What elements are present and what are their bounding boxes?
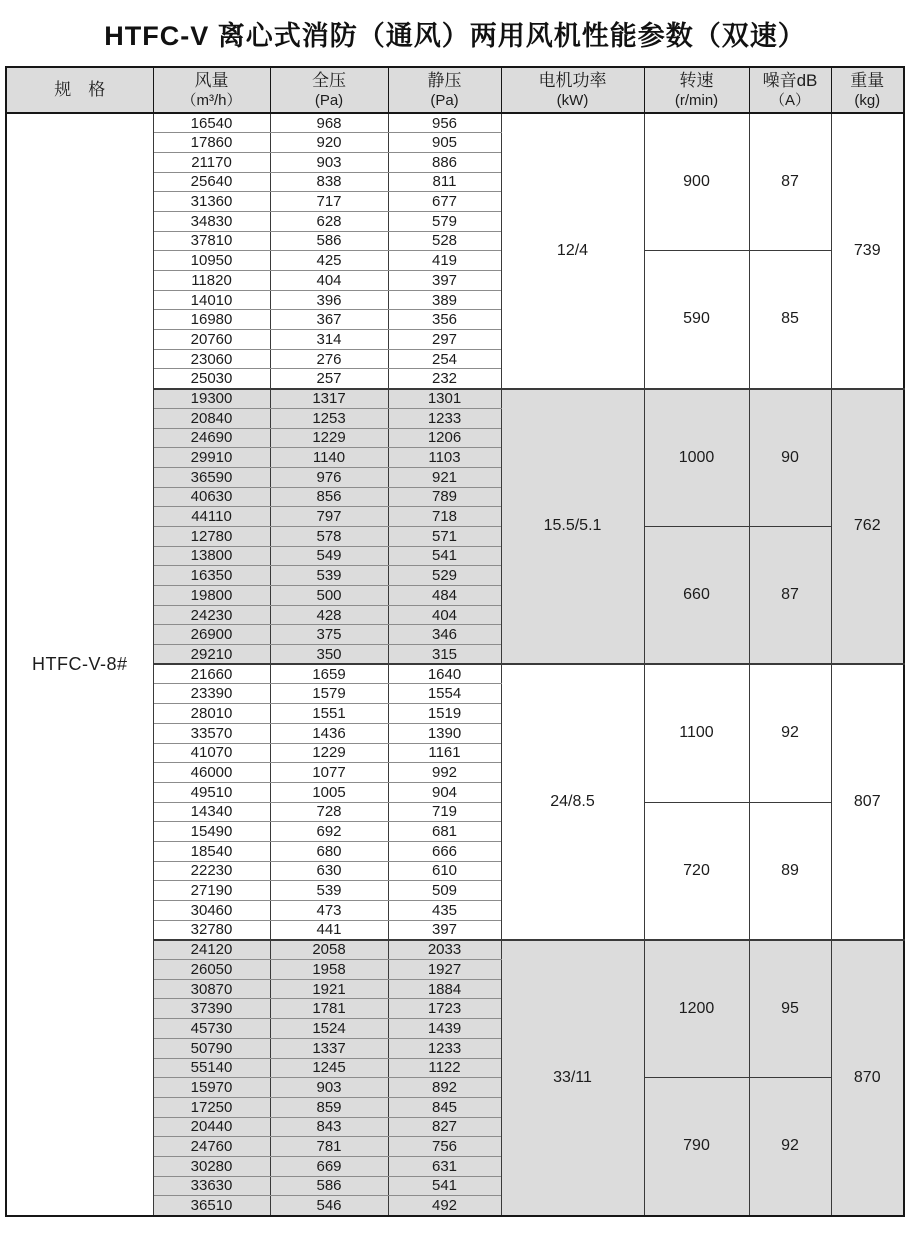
static-pressure-cell: 315: [388, 645, 501, 665]
weight-cell: 807: [831, 664, 904, 940]
total-pressure-cell: 396: [270, 290, 388, 310]
airflow-cell: 33570: [153, 723, 270, 743]
airflow-cell: 16540: [153, 113, 270, 133]
motor-power-cell: 15.5/5.1: [501, 389, 644, 665]
col-header-weight-label: 重量: [850, 71, 885, 91]
total-pressure-cell: 1253: [270, 408, 388, 428]
static-pressure-cell: 905: [388, 133, 501, 153]
table-header: [6, 67, 904, 113]
col-header-noise: [749, 67, 831, 113]
airflow-cell: 41070: [153, 743, 270, 763]
total-pressure-cell: 1781: [270, 999, 388, 1019]
performance-table: [5, 66, 905, 1217]
static-pressure-cell: 404: [388, 605, 501, 625]
static-pressure-cell: 1390: [388, 723, 501, 743]
page-title: HTFC-V 离心式消防（通风）两用风机性能参数（双速）: [104, 21, 806, 51]
airflow-cell: 31360: [153, 192, 270, 212]
static-pressure-cell: 1301: [388, 389, 501, 409]
airflow-cell: 50790: [153, 1038, 270, 1058]
total-pressure-cell: 1579: [270, 684, 388, 704]
total-pressure-cell: 630: [270, 861, 388, 881]
total-pressure-cell: 539: [270, 566, 388, 586]
total-pressure-cell: 404: [270, 271, 388, 291]
airflow-cell: 13800: [153, 546, 270, 566]
total-pressure-cell: 1551: [270, 704, 388, 724]
total-pressure-cell: 2058: [270, 940, 388, 960]
static-pressure-cell: 1161: [388, 743, 501, 763]
airflow-cell: 34830: [153, 211, 270, 231]
noise-cell: 87: [749, 526, 831, 664]
airflow-cell: 23060: [153, 349, 270, 369]
total-pressure-cell: 1337: [270, 1038, 388, 1058]
total-pressure-cell: 1229: [270, 428, 388, 448]
airflow-cell: 30870: [153, 979, 270, 999]
static-pressure-cell: 435: [388, 901, 501, 921]
col-header-spec-label: 规 格: [54, 80, 106, 100]
static-pressure-cell: 1103: [388, 448, 501, 468]
airflow-cell: 24120: [153, 940, 270, 960]
total-pressure-cell: 367: [270, 310, 388, 330]
noise-cell: 85: [749, 251, 831, 389]
airflow-cell: 29910: [153, 448, 270, 468]
total-pressure-cell: 692: [270, 822, 388, 842]
airflow-cell: 45730: [153, 1019, 270, 1039]
col-header-static-pressure-label: 静压: [427, 71, 462, 91]
col-header-static-pressure-unit: (Pa): [430, 91, 459, 109]
airflow-cell: 30460: [153, 901, 270, 921]
total-pressure-cell: 680: [270, 841, 388, 861]
airflow-cell: 17860: [153, 133, 270, 153]
total-pressure-cell: 717: [270, 192, 388, 212]
speed-cell: 1200: [644, 940, 749, 1078]
airflow-cell: 19300: [153, 389, 270, 409]
airflow-cell: 21170: [153, 152, 270, 172]
airflow-cell: 21660: [153, 664, 270, 684]
noise-cell: 89: [749, 802, 831, 940]
total-pressure-cell: 1077: [270, 763, 388, 783]
airflow-cell: 20440: [153, 1117, 270, 1137]
col-header-motor-power: [501, 67, 644, 113]
static-pressure-cell: 1723: [388, 999, 501, 1019]
total-pressure-cell: 1524: [270, 1019, 388, 1039]
airflow-cell: 55140: [153, 1058, 270, 1078]
total-pressure-cell: 628: [270, 211, 388, 231]
static-pressure-cell: 886: [388, 152, 501, 172]
total-pressure-cell: 968: [270, 113, 388, 133]
total-pressure-cell: 838: [270, 172, 388, 192]
total-pressure-cell: 856: [270, 487, 388, 507]
static-pressure-cell: 631: [388, 1156, 501, 1176]
motor-power-cell: 33/11: [501, 940, 644, 1216]
static-pressure-cell: 756: [388, 1137, 501, 1157]
col-header-motor-power-unit: (kW): [556, 91, 589, 109]
static-pressure-cell: 356: [388, 310, 501, 330]
weight-cell: 762: [831, 389, 904, 665]
total-pressure-cell: 1229: [270, 743, 388, 763]
noise-cell: 92: [749, 1078, 831, 1216]
static-pressure-cell: 1233: [388, 408, 501, 428]
static-pressure-cell: 719: [388, 802, 501, 822]
col-header-motor-power-label: 电机功率: [538, 71, 607, 91]
static-pressure-cell: 397: [388, 271, 501, 291]
header-row: [6, 67, 904, 113]
total-pressure-cell: 920: [270, 133, 388, 153]
static-pressure-cell: 541: [388, 546, 501, 566]
airflow-cell: 46000: [153, 763, 270, 783]
total-pressure-cell: 539: [270, 881, 388, 901]
static-pressure-cell: 1206: [388, 428, 501, 448]
airflow-cell: 14010: [153, 290, 270, 310]
airflow-cell: 30280: [153, 1156, 270, 1176]
speed-cell: 720: [644, 802, 749, 940]
total-pressure-cell: 1921: [270, 979, 388, 999]
static-pressure-cell: 541: [388, 1176, 501, 1196]
airflow-cell: 24230: [153, 605, 270, 625]
airflow-cell: 36590: [153, 467, 270, 487]
static-pressure-cell: 904: [388, 782, 501, 802]
total-pressure-cell: 350: [270, 645, 388, 665]
total-pressure-cell: 843: [270, 1117, 388, 1137]
total-pressure-cell: 1436: [270, 723, 388, 743]
col-header-weight-unit: (kg): [854, 91, 881, 109]
airflow-cell: 33630: [153, 1176, 270, 1196]
col-header-airflow: [153, 67, 270, 113]
speed-cell: 660: [644, 526, 749, 664]
static-pressure-cell: 610: [388, 861, 501, 881]
total-pressure-cell: 586: [270, 231, 388, 251]
airflow-cell: 37810: [153, 231, 270, 251]
airflow-cell: 26050: [153, 960, 270, 980]
noise-cell: 95: [749, 940, 831, 1078]
airflow-cell: 16980: [153, 310, 270, 330]
airflow-cell: 20840: [153, 408, 270, 428]
airflow-cell: 14340: [153, 802, 270, 822]
airflow-cell: 44110: [153, 507, 270, 527]
airflow-cell: 20760: [153, 330, 270, 350]
motor-power-cell: 24/8.5: [501, 664, 644, 940]
col-header-speed-unit: (r/min): [674, 91, 719, 109]
airflow-cell: 25640: [153, 172, 270, 192]
static-pressure-cell: 956: [388, 113, 501, 133]
static-pressure-cell: 1122: [388, 1058, 501, 1078]
static-pressure-cell: 789: [388, 487, 501, 507]
static-pressure-cell: 492: [388, 1196, 501, 1216]
airflow-cell: 32780: [153, 920, 270, 940]
col-header-noise-unit: （A）: [769, 91, 810, 109]
static-pressure-cell: 1233: [388, 1038, 501, 1058]
static-pressure-cell: 579: [388, 211, 501, 231]
col-header-speed-label: 转速: [679, 71, 714, 91]
noise-cell: 92: [749, 664, 831, 802]
total-pressure-cell: 276: [270, 349, 388, 369]
total-pressure-cell: 728: [270, 802, 388, 822]
total-pressure-cell: 500: [270, 586, 388, 606]
airflow-cell: 37390: [153, 999, 270, 1019]
total-pressure-cell: 781: [270, 1137, 388, 1157]
total-pressure-cell: 797: [270, 507, 388, 527]
total-pressure-cell: 586: [270, 1176, 388, 1196]
total-pressure-cell: 1140: [270, 448, 388, 468]
static-pressure-cell: 677: [388, 192, 501, 212]
table-body: [6, 113, 904, 1216]
static-pressure-cell: 1554: [388, 684, 501, 704]
noise-cell: 87: [749, 113, 831, 251]
static-pressure-cell: 992: [388, 763, 501, 783]
airflow-cell: 29210: [153, 645, 270, 665]
static-pressure-cell: 827: [388, 1117, 501, 1137]
col-header-airflow-label: 风量: [194, 71, 229, 91]
airflow-cell: 23390: [153, 684, 270, 704]
col-header-noise-label: 噪音dB: [762, 71, 818, 91]
total-pressure-cell: 428: [270, 605, 388, 625]
airflow-cell: 26900: [153, 625, 270, 645]
static-pressure-cell: 2033: [388, 940, 501, 960]
airflow-cell: 16350: [153, 566, 270, 586]
speed-cell: 590: [644, 251, 749, 389]
static-pressure-cell: 811: [388, 172, 501, 192]
spec-cell: HTFC-V-8#: [6, 113, 153, 1216]
airflow-cell: 12780: [153, 526, 270, 546]
airflow-cell: 24690: [153, 428, 270, 448]
static-pressure-cell: 397: [388, 920, 501, 940]
static-pressure-cell: 666: [388, 841, 501, 861]
weight-cell: 739: [831, 113, 904, 389]
total-pressure-cell: 859: [270, 1097, 388, 1117]
total-pressure-cell: 976: [270, 467, 388, 487]
table-row: [6, 113, 904, 133]
airflow-cell: 24760: [153, 1137, 270, 1157]
total-pressure-cell: 1659: [270, 664, 388, 684]
static-pressure-cell: 529: [388, 566, 501, 586]
static-pressure-cell: 346: [388, 625, 501, 645]
col-header-airflow-unit: （m³/h）: [181, 91, 242, 109]
static-pressure-cell: 1439: [388, 1019, 501, 1039]
static-pressure-cell: 845: [388, 1097, 501, 1117]
total-pressure-cell: 578: [270, 526, 388, 546]
airflow-cell: 25030: [153, 369, 270, 389]
static-pressure-cell: 571: [388, 526, 501, 546]
col-header-spec: [6, 67, 153, 113]
catalog-page: [0, 14, 910, 1217]
static-pressure-cell: 718: [388, 507, 501, 527]
static-pressure-cell: 1884: [388, 979, 501, 999]
total-pressure-cell: 669: [270, 1156, 388, 1176]
airflow-cell: 22230: [153, 861, 270, 881]
total-pressure-cell: 1245: [270, 1058, 388, 1078]
noise-cell: 90: [749, 389, 831, 527]
total-pressure-cell: 375: [270, 625, 388, 645]
static-pressure-cell: 1927: [388, 960, 501, 980]
total-pressure-cell: 473: [270, 901, 388, 921]
col-header-static-pressure: [388, 67, 501, 113]
airflow-cell: 15970: [153, 1078, 270, 1098]
airflow-cell: 28010: [153, 704, 270, 724]
static-pressure-cell: 297: [388, 330, 501, 350]
total-pressure-cell: 903: [270, 152, 388, 172]
total-pressure-cell: 903: [270, 1078, 388, 1098]
speed-cell: 1000: [644, 389, 749, 527]
airflow-cell: 11820: [153, 271, 270, 291]
total-pressure-cell: 257: [270, 369, 388, 389]
airflow-cell: 18540: [153, 841, 270, 861]
total-pressure-cell: 1958: [270, 960, 388, 980]
weight-cell: 870: [831, 940, 904, 1216]
col-header-total-pressure: [270, 67, 388, 113]
total-pressure-cell: 546: [270, 1196, 388, 1216]
airflow-cell: 49510: [153, 782, 270, 802]
total-pressure-cell: 314: [270, 330, 388, 350]
total-pressure-cell: 549: [270, 546, 388, 566]
static-pressure-cell: 419: [388, 251, 501, 271]
static-pressure-cell: 389: [388, 290, 501, 310]
airflow-cell: 17250: [153, 1097, 270, 1117]
static-pressure-cell: 1640: [388, 664, 501, 684]
total-pressure-cell: 1005: [270, 782, 388, 802]
total-pressure-cell: 1317: [270, 389, 388, 409]
total-pressure-cell: 441: [270, 920, 388, 940]
col-header-total-pressure-label: 全压: [312, 71, 346, 91]
airflow-cell: 19800: [153, 586, 270, 606]
static-pressure-cell: 528: [388, 231, 501, 251]
airflow-cell: 15490: [153, 822, 270, 842]
col-header-total-pressure-unit: (Pa): [314, 91, 344, 109]
airflow-cell: 40630: [153, 487, 270, 507]
motor-power-cell: 12/4: [501, 113, 644, 389]
col-header-speed: [644, 67, 749, 113]
static-pressure-cell: 254: [388, 349, 501, 369]
static-pressure-cell: 232: [388, 369, 501, 389]
speed-cell: 900: [644, 113, 749, 251]
airflow-cell: 36510: [153, 1196, 270, 1216]
static-pressure-cell: 1519: [388, 704, 501, 724]
static-pressure-cell: 681: [388, 822, 501, 842]
airflow-cell: 27190: [153, 881, 270, 901]
static-pressure-cell: 921: [388, 467, 501, 487]
airflow-cell: 10950: [153, 251, 270, 271]
static-pressure-cell: 484: [388, 586, 501, 606]
total-pressure-cell: 425: [270, 251, 388, 271]
speed-cell: 1100: [644, 664, 749, 802]
static-pressure-cell: 509: [388, 881, 501, 901]
static-pressure-cell: 892: [388, 1078, 501, 1098]
speed-cell: 790: [644, 1078, 749, 1216]
col-header-weight: [831, 67, 904, 113]
